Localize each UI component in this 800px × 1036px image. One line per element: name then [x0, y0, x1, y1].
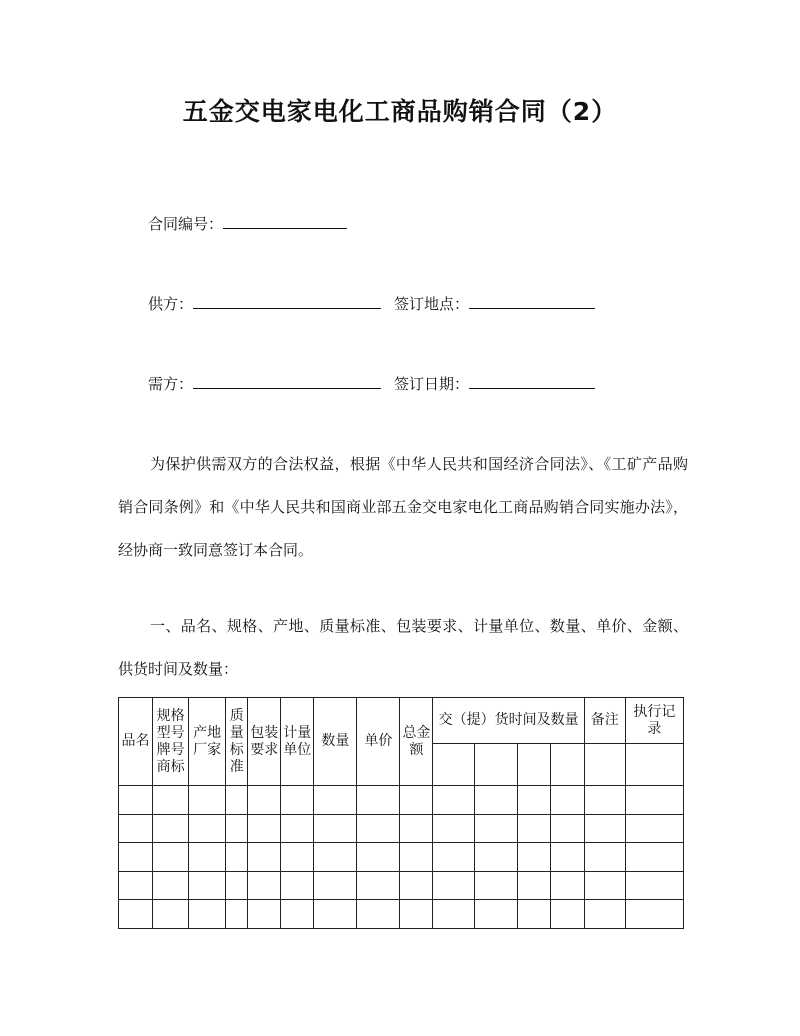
- delivery-cell[interactable]: [474, 744, 517, 786]
- table-cell[interactable]: [625, 814, 683, 843]
- table-cell[interactable]: [584, 843, 625, 872]
- table-cell[interactable]: [226, 871, 248, 900]
- table-cell[interactable]: [248, 843, 281, 872]
- sign-date-blank[interactable]: [469, 372, 595, 389]
- sign-date-label: 签订日期：: [394, 375, 470, 393]
- table-cell[interactable]: [433, 843, 474, 872]
- table-cell[interactable]: [625, 871, 683, 900]
- table-cell[interactable]: [550, 786, 584, 815]
- table-cell[interactable]: [517, 900, 550, 929]
- delivery-cell[interactable]: [517, 744, 550, 786]
- table-cell[interactable]: [226, 786, 248, 815]
- table-cell[interactable]: [281, 871, 314, 900]
- table-cell[interactable]: [584, 814, 625, 843]
- table-cell[interactable]: [189, 814, 226, 843]
- table-cell[interactable]: [314, 871, 357, 900]
- table-cell[interactable]: [517, 786, 550, 815]
- table-cell[interactable]: [281, 786, 314, 815]
- header-amount: 总金额: [400, 698, 433, 786]
- table-cell[interactable]: [584, 900, 625, 929]
- table-cell[interactable]: [400, 843, 433, 872]
- table-cell[interactable]: [248, 786, 281, 815]
- table-cell[interactable]: [433, 814, 474, 843]
- table-cell[interactable]: [433, 871, 474, 900]
- table-cell[interactable]: [474, 871, 517, 900]
- table-cell[interactable]: [550, 871, 584, 900]
- table-cell[interactable]: [119, 786, 153, 815]
- table-cell[interactable]: [433, 786, 474, 815]
- table-cell[interactable]: [400, 786, 433, 815]
- header-quantity: 数量: [314, 698, 357, 786]
- table-cell[interactable]: [314, 814, 357, 843]
- table-cell[interactable]: [153, 900, 189, 929]
- table-cell[interactable]: [357, 900, 400, 929]
- table-cell[interactable]: [625, 900, 683, 929]
- table-cell[interactable]: [189, 900, 226, 929]
- table-cell[interactable]: [584, 786, 625, 815]
- table-cell[interactable]: [584, 871, 625, 900]
- header-price: 单价: [357, 698, 400, 786]
- table-cell[interactable]: [474, 786, 517, 815]
- table-cell[interactable]: [550, 900, 584, 929]
- table-cell[interactable]: [119, 871, 153, 900]
- header-delivery: 交（提）货时间及数量: [433, 698, 584, 744]
- remark-cell[interactable]: [584, 744, 625, 786]
- table-cell[interactable]: [314, 900, 357, 929]
- table-cell[interactable]: [226, 843, 248, 872]
- header-name: 品名: [119, 698, 153, 786]
- table-cell[interactable]: [517, 814, 550, 843]
- table-cell[interactable]: [119, 814, 153, 843]
- table-cell[interactable]: [226, 900, 248, 929]
- header-remark: 备注: [584, 698, 625, 744]
- table-cell[interactable]: [119, 843, 153, 872]
- table-cell[interactable]: [248, 814, 281, 843]
- header-unit: 计量单位: [281, 698, 314, 786]
- table-cell[interactable]: [517, 843, 550, 872]
- delivery-cell[interactable]: [433, 744, 474, 786]
- table-cell[interactable]: [119, 900, 153, 929]
- page-title: 五金交电家电化工商品购销合同（2）: [182, 97, 618, 126]
- table-cell[interactable]: [189, 843, 226, 872]
- table-cell[interactable]: [625, 843, 683, 872]
- table-cell[interactable]: [314, 786, 357, 815]
- table-cell[interactable]: [550, 843, 584, 872]
- sign-place-row: [394, 292, 595, 314]
- table-cell[interactable]: [314, 843, 357, 872]
- table-row: [119, 786, 684, 815]
- buyer-row: [148, 372, 381, 394]
- table-cell[interactable]: [400, 871, 433, 900]
- table-cell[interactable]: [189, 871, 226, 900]
- table-cell[interactable]: [153, 843, 189, 872]
- sign-place-blank[interactable]: [469, 292, 595, 309]
- buyer-label: 需方：: [148, 375, 194, 393]
- contract-no-row: [148, 212, 347, 234]
- contract-no-blank[interactable]: [223, 212, 347, 229]
- table-cell[interactable]: [281, 843, 314, 872]
- contract-no-label: 合同编号：: [148, 215, 224, 233]
- sign-date-row: [394, 372, 595, 394]
- table-cell[interactable]: [189, 786, 226, 815]
- intro-paragraph: 为保护供需双方的合法权益，根据《中华人民共和国经济合同法》、《工矿产品购销合同条例》和《中华人民共和国商业部五金交电家电化工商品购销合同实施办法》，经协商一致同意签订本合同。: [118, 455, 688, 559]
- table-cell[interactable]: [153, 871, 189, 900]
- buyer-blank[interactable]: [193, 372, 381, 389]
- header-origin: 产地厂家: [189, 698, 226, 786]
- supplier-blank[interactable]: [193, 292, 381, 309]
- table-cell[interactable]: [433, 900, 474, 929]
- table-row: [119, 871, 684, 900]
- table-cell[interactable]: [281, 814, 314, 843]
- table-cell[interactable]: [153, 786, 189, 815]
- table-row: [119, 814, 684, 843]
- table-cell[interactable]: [400, 814, 433, 843]
- table-cell[interactable]: [357, 843, 400, 872]
- supplier-label: 供方：: [148, 295, 194, 313]
- table-cell[interactable]: [625, 786, 683, 815]
- table-cell[interactable]: [474, 900, 517, 929]
- supplier-row: [148, 292, 381, 314]
- table-cell[interactable]: [248, 871, 281, 900]
- table-cell[interactable]: [357, 814, 400, 843]
- table-row: [119, 900, 684, 929]
- table-cell[interactable]: [153, 814, 189, 843]
- header-record: 执行记录: [625, 698, 683, 744]
- table-cell[interactable]: [550, 814, 584, 843]
- table-cell[interactable]: [226, 814, 248, 843]
- table-cell[interactable]: [357, 871, 400, 900]
- sign-place-label: 签订地点：: [394, 295, 470, 313]
- table-cell[interactable]: [357, 786, 400, 815]
- header-package: 包装要求: [248, 698, 281, 786]
- table-cell[interactable]: [474, 814, 517, 843]
- table-cell[interactable]: [474, 843, 517, 872]
- section-1-heading: 一、品名、规格、产地、质量标准、包装要求、计量单位、数量、单价、金额、供货时间及数量：: [118, 617, 688, 678]
- goods-table: [118, 697, 684, 929]
- record-cell[interactable]: [625, 744, 683, 786]
- delivery-cell[interactable]: [550, 744, 584, 786]
- table-row: [119, 843, 684, 872]
- table-cell[interactable]: [248, 900, 281, 929]
- header-quality: 质量标准: [226, 698, 248, 786]
- header-spec: 规格型号牌号商标: [153, 698, 189, 786]
- table-cell[interactable]: [400, 900, 433, 929]
- table-cell[interactable]: [517, 871, 550, 900]
- table-cell[interactable]: [281, 900, 314, 929]
